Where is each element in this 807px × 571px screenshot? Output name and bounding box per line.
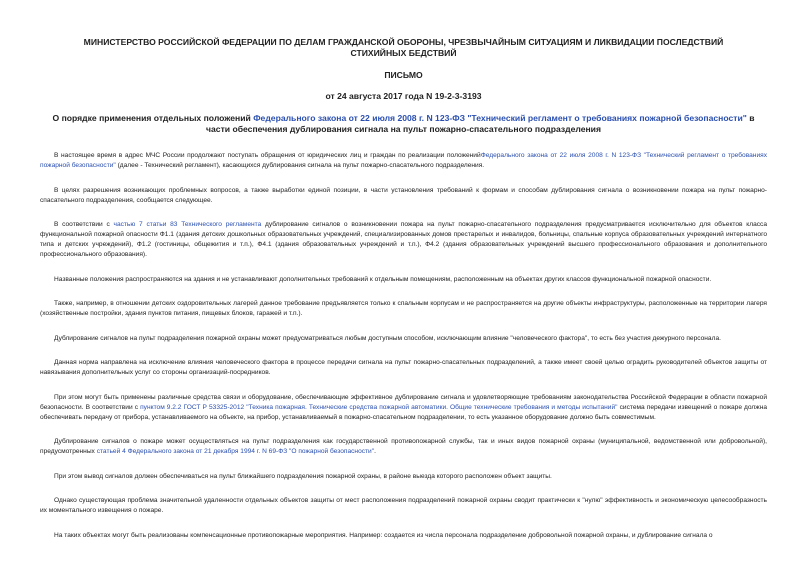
ministry-heading: МИНИСТЕРСТВО РОССИЙСКОЙ ФЕДЕРАЦИИ ПО ДЕЛАМ ГРАЖДАНСКОЙ ОБОРОНЫ, ЧРЕЗВЫЧАЙНЫМ СИТУАЦИЯМ И ЛИКВИДАЦИИ ПОСЛЕДСТВИЙ СТИХИЙНЫХ БЕДСТВИЙ [83, 37, 724, 58]
paragraph-11: Однако существующая проблема значительной удаленности отдельных объектов защиты от мест расположения подразделений пожарной охраны сводит практически к "нулю" эффективность и экономическую целесообразность их моментального извещения о пожаре. [40, 497, 767, 514]
paragraph-text: При этом могут быть применены различные средства связи и оборудование, обеспечивающие эффективное дублирование сигнала и удовлетворяющие требованиям законодательства Российской Федерации в области пожарной безопасности. В соответствии с [40, 393, 767, 411]
paragraph-text: . [374, 448, 376, 455]
paragraph-7: Данная норма направлена на исключение влияния человеческого фактора в процессе передачи сигнала на пульт пожарно-спасательных подразделений, а также имеет своей целью оградить руководителей объектов защиты от навязывания дополнительных услуг со стороны организаций-посредников. [40, 359, 767, 376]
gost-link[interactable]: пунктом 9.2.2 ГОСТ Р 53325-2012 "Техника пожарная. Технические средства пожарной автоматики. Общие технические требования и методы испытаний" [140, 403, 618, 411]
paragraph-9 [40, 437, 767, 457]
paragraph-10: При этом вывод сигналов должен обеспечиваться на пульт ближайшего подразделения пожарной охраны, в районе выезда которого расположен объект защиты. [54, 472, 552, 480]
document-type: ПИСЬМО [384, 70, 423, 80]
paragraph-text: В соответствии с [54, 221, 114, 228]
paragraph-text: (далее - Технический регламент), касающихся дублирования сигнала на пульт пожарно-спасательного подразделения. [115, 162, 485, 169]
paragraph-text: дублирование сигналов о возникновении пожара на пульт пожарно-спасательного подразделения предусматривается исключительно для объектов класса функциональной пожарной опасности Ф1.1 (здания детских дошкольных образовательных учреждений, специализированных домов престарелых и инвалидов, больницы, спальные корпуса образовательных учреждений интернатного типа и детских учреждений), Ф1.2 (гостиницы, общежития и т.п.), Ф4.1 (здания образовательных учреждений и т.п.), Ф4.2 (здания образовательных учреждений высшего профессионального образования и дополнительного профессионального образования). [40, 221, 767, 258]
subject-text-after: в части обеспечения дублирования сигнала на пульт пожарно-спасательного подразделения [206, 113, 755, 134]
paragraph-6: Дублирование сигналов на пульт подразделения пожарной охраны может предусматриваться любым доступным способом, исключающим влияние "человеческого фактора", то есть без участия дежурного персонала. [54, 334, 721, 342]
fire-safety-law-link[interactable]: статьей 4 Федерального закона от 21 декабря 1994 г. N 69-ФЗ "О пожарной безопасности" [96, 448, 375, 455]
paragraph-3 [40, 220, 767, 260]
paragraph-1 [40, 151, 767, 171]
federal-law-link[interactable]: Федерального закона от 22 июля 2008 г. N 123-ФЗ "Технический регламент о требованиях пожарной безопасности" [40, 152, 767, 169]
paragraph-text: В настоящее время в адрес МЧС России продолжают поступать обращения от юридических лиц и граждан по реализации положений [54, 152, 481, 159]
document-body [40, 151, 767, 541]
document-subject [40, 113, 767, 135]
article-83-link[interactable]: частью 7 статьи 83 Технического регламента [113, 221, 262, 228]
paragraph-12: На таких объектах могут быть реализованы компенсационные противопожарные мероприятия. Например: создается из числа персонала подразделение добровольной пожарной охраны, и дублирование сигнала о [54, 531, 713, 539]
paragraph-5: Также, например, в отношении детских оздоровительных лагерей данное требование предъявляется только к спальным корпусам и не распространяется на другие объекты инфраструктуры, расположенные на территории лагеря (хозяйственные постройки, здания пунктов питания, пищевых блоков, гаражей и т.п.). [40, 300, 767, 317]
paragraph-text: Дублирование сигналов о пожаре может осуществляться на пульт подразделения как государственной противопожарной службы, так и иных видов пожарной охраны (муниципальной, ведомственной или добровольной), предусмотренных [40, 438, 767, 455]
paragraph-8 [40, 393, 767, 423]
federal-law-link[interactable]: Федерального закона от 22 июля 2008 г. N 123-ФЗ "Технический регламент о требованиях пожарной безопасности" [253, 113, 747, 123]
paragraph-4: Названные положения распространяются на здания и не устанавливают дополнительных требований к отдельным помещениям, расположенным на объектах других классов функциональной пожарной опасности. [54, 275, 712, 283]
paragraph-2: В целях разрешения возникающих проблемных вопросов, а также выработки единой позиции, в части установления требований к формам и способам дублирования сигнала о возникновении пожара на пульт пожарно-спасательного подразделения, сообщается следующее. [40, 186, 767, 204]
document-date-number: от 24 августа 2017 года N 19-2-3-3193 [325, 91, 482, 101]
subject-text-before: О порядке применения отдельных положений [52, 113, 254, 123]
paragraph-text: система передачи извещений о пожаре должна обеспечивать передачу от прибора, устанавливаемого на объекте, на прибор, устанавливаемый в пожарно-спасательном подразделении, то есть указанное оборудование должно быть совместимым. [40, 403, 767, 421]
